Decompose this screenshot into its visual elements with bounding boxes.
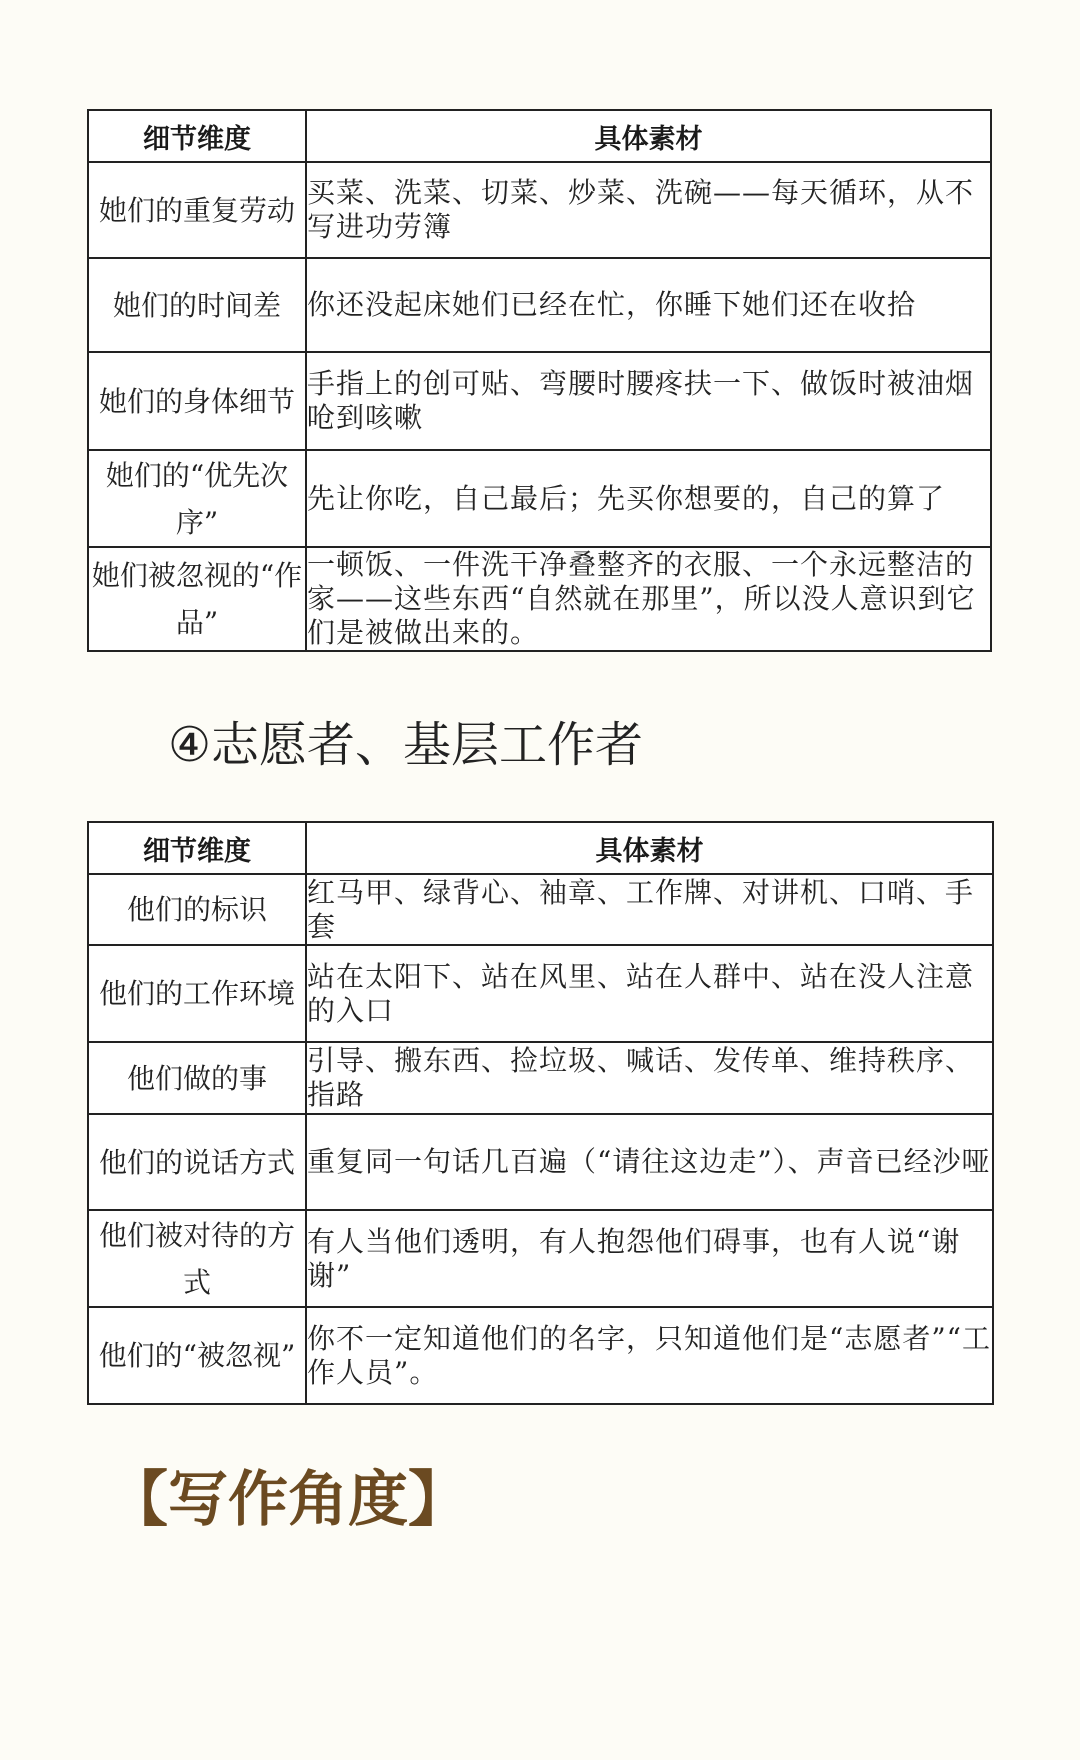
section-title: ④志愿者、基层工作者 [168, 717, 644, 773]
dimension-cell: 他们的说话方式 [88, 1114, 306, 1210]
table-row [88, 1114, 993, 1210]
table-row [88, 352, 991, 450]
material-cell: 有人当他们透明，有人抱怨他们碍事，也有人说“谢谢” [306, 1210, 993, 1307]
column-header-dimension: 细节维度 [88, 822, 306, 874]
material-cell: 重复同一句话几百遍（“请往这边走”）、声音已经沙哑 [306, 1114, 993, 1210]
material-cell: 你还没起床她们已经在忙，你睡下她们还在收拾 [306, 258, 991, 352]
column-header-dimension: 细节维度 [88, 110, 306, 162]
dimension-cell: 他们做的事 [88, 1042, 306, 1114]
dimension-cell: 她们的身体细节 [88, 352, 306, 450]
material-cell: 红马甲、绿背心、袖章、工作牌、对讲机、口哨、手套 [306, 874, 993, 945]
column-header-material: 具体素材 [306, 822, 993, 874]
table-row [88, 1042, 993, 1114]
detail-table-women [87, 109, 992, 652]
material-cell: 你不一定知道他们的名字，只知道他们是“志愿者”“工作人员”。 [306, 1307, 993, 1404]
table-header-row [88, 822, 993, 874]
dimension-cell: 他们的工作环境 [88, 945, 306, 1042]
dimension-cell: 她们的时间差 [88, 258, 306, 352]
material-cell: 引导、搬东西、捡垃圾、喊话、发传单、维持秩序、指路 [306, 1042, 993, 1114]
table-row [88, 874, 993, 945]
detail-table-volunteers [87, 821, 994, 1405]
table-row [88, 450, 991, 547]
dimension-cell: 他们的“被忽视” [88, 1307, 306, 1404]
material-cell: 手指上的创可贴、弯腰时腰疼扶一下、做饭时被油烟呛到咳嗽 [306, 352, 991, 450]
table-row [88, 1210, 993, 1307]
dimension-cell: 他们被对待的方式 [88, 1210, 306, 1307]
column-header-material: 具体素材 [306, 110, 991, 162]
dimension-cell: 她们的“优先次序” [88, 450, 306, 547]
material-cell: 买菜、洗菜、切菜、炒菜、洗碗——每天循环，从不写进功劳簿 [306, 162, 991, 258]
table-row [88, 258, 991, 352]
material-cell: 先让你吃，自己最后；先买你想要的，自己的算了 [306, 450, 991, 547]
table-header-row [88, 110, 991, 162]
writing-angle-heading: 【写作角度】 [108, 1465, 468, 1535]
dimension-cell: 她们被忽视的“作品” [88, 547, 306, 651]
table-row [88, 945, 993, 1042]
dimension-cell: 他们的标识 [88, 874, 306, 945]
material-cell: 一顿饭、一件洗干净叠整齐的衣服、一个永远整洁的家——这些东西“自然就在那里”，所以没人意识到它们是被做出来的。 [306, 547, 991, 651]
table-row [88, 162, 991, 258]
table-row [88, 1307, 993, 1404]
dimension-cell: 她们的重复劳动 [88, 162, 306, 258]
table-row [88, 547, 991, 651]
material-cell: 站在太阳下、站在风里、站在人群中、站在没人注意的入口 [306, 945, 993, 1042]
